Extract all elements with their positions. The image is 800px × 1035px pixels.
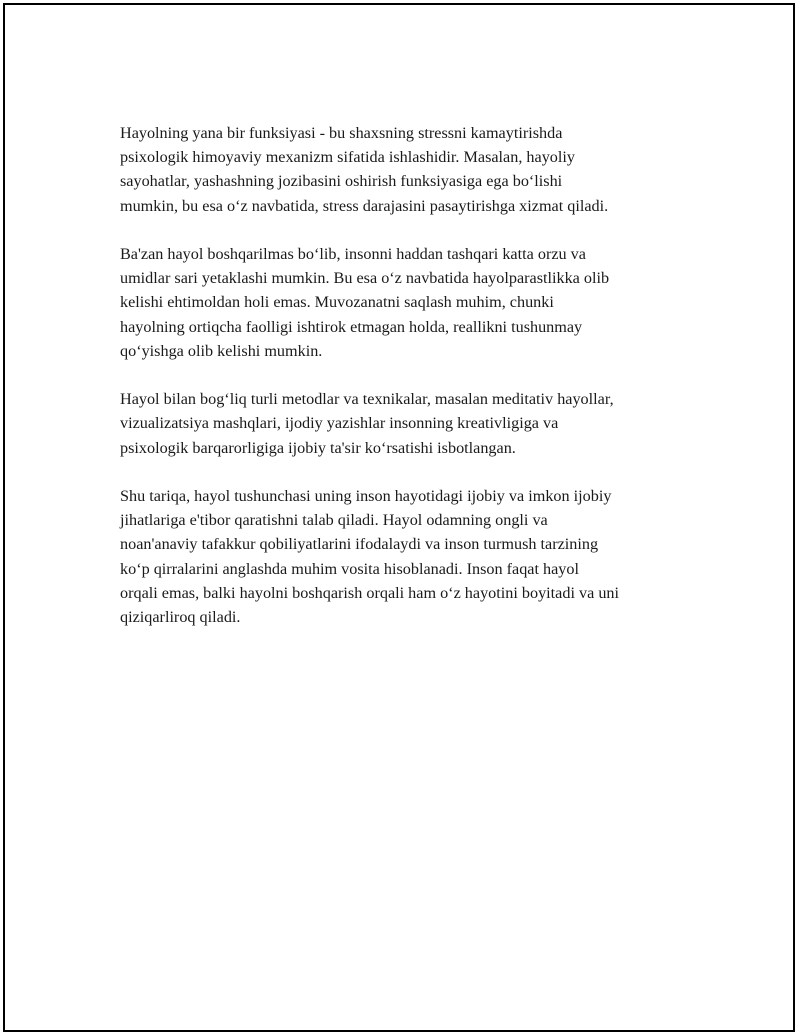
paragraph-line: qo‘yishga olib kelishi mumkin. <box>120 341 323 360</box>
paragraph-line: Shu tariqa, hayol tushunchasi uning inson hayotidagi ijobiy va imkon ijobiy <box>120 487 612 505</box>
paragraph-line: mumkin, bu esa o‘z navbatida, stress darajasini pasaytirishga xizmat qiladi. <box>120 196 609 215</box>
paragraph-line: vizualizatsiya mashqlari, ijodiy yazishlar insonning kreativligiga va <box>120 414 559 433</box>
paragraph-line: qiziqarliroq qiladi. <box>120 608 241 627</box>
paragraph-line: noan'anaviy tafakkur qobiliyatlarini ifodalaydi va inson turmush tarzining <box>120 535 599 554</box>
paragraph-1 <box>120 121 700 218</box>
paragraph-line: psixologik barqarorligiga ijobiy ta'sir ko‘rsatishi isbotlangan. <box>120 438 516 457</box>
paragraph-line: sayohatlar, yashashning jozibasini oshirish funksiyasiga ega bo‘lishi <box>120 172 563 191</box>
paragraph-line: orqali emas, balki hayolni boshqarish orqali ham o‘z hayotini boyitadi va uni <box>120 583 620 602</box>
paragraph-line: umidlar sari yetaklashi mumkin. Bu esa o‘z navbatida hayolparastlikka olib <box>120 269 610 288</box>
paragraph-line: Hayolning yana bir funksiyasi - bu shaxsning stressni kamaytirishda <box>120 124 563 142</box>
paragraph-2 <box>120 242 700 363</box>
paragraph-line: kelishi ehtimoldan holi emas. Muvozanatni saqlash muhim, chunki <box>120 293 554 312</box>
paragraph-line: jihatlariga e'tibor qaratishni talab qiladi. Hayol odamning ongli va <box>120 511 548 530</box>
paragraph-line: ko‘p qirralarini anglashda muhim vosita hisoblanadi. Inson faqat hayol <box>120 559 579 578</box>
paragraph-3 <box>120 387 700 460</box>
document-page <box>3 3 795 1032</box>
paragraph-line: hayolning ortiqcha faolligi ishtirok etmagan holda, reallikni tushunmay <box>120 317 583 336</box>
paragraph-line: Hayol bilan bog‘liq turli metodlar va texnikalar, masalan meditativ hayollar, <box>120 390 614 409</box>
document-body <box>120 121 700 653</box>
paragraph-line: psixologik himoyaviy mexanizm sifatida ishlashidir. Masalan, hayoliy <box>120 148 575 167</box>
paragraph-4 <box>120 484 700 629</box>
paragraph-line: Ba'zan hayol boshqarilmas bo‘lib, insonni haddan tashqari katta orzu va <box>120 245 586 263</box>
